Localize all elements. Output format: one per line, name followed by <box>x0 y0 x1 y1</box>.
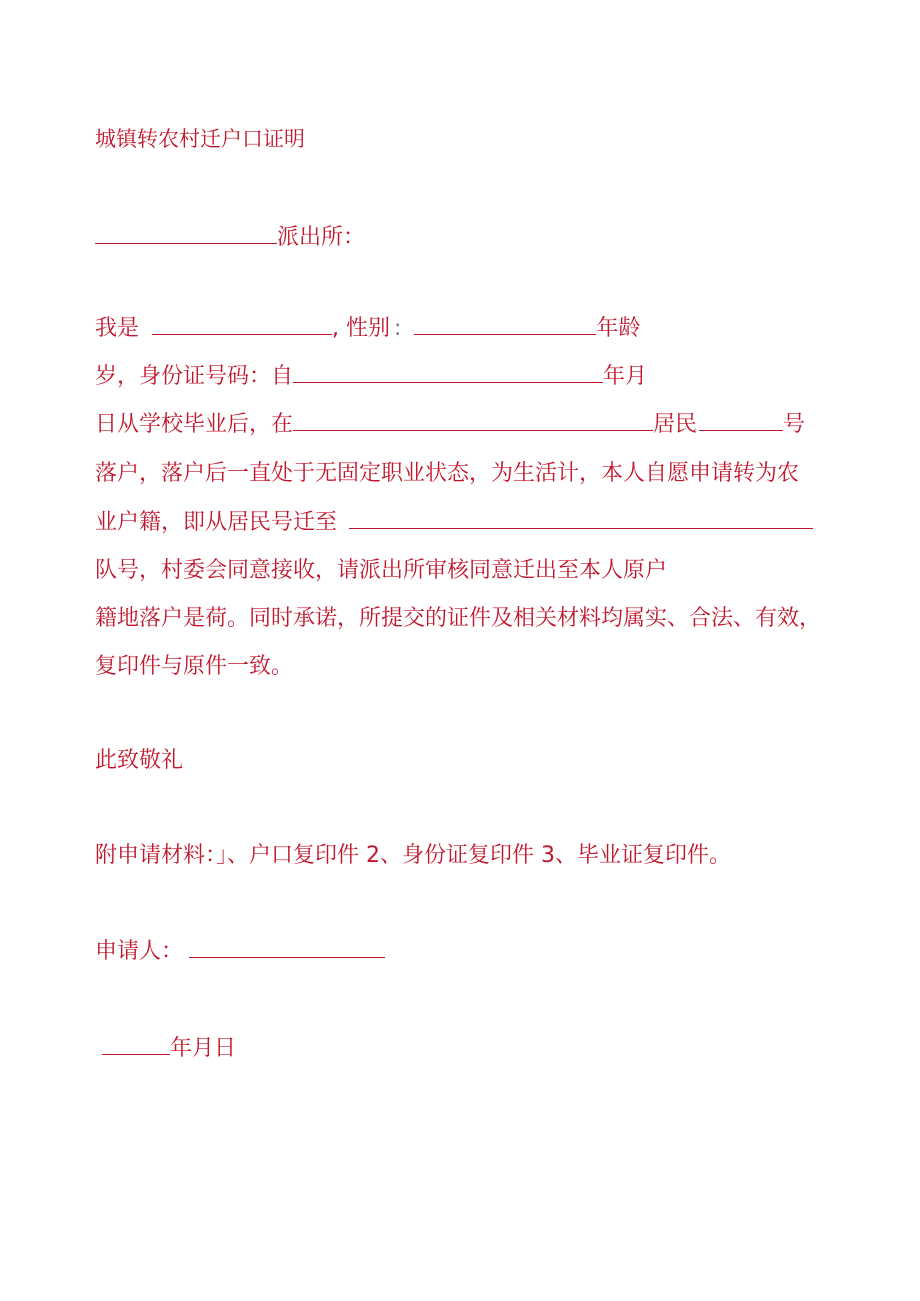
addressee-line <box>95 222 365 254</box>
body-line-2 <box>95 361 647 393</box>
body-line-6: 队号，村委会同意接收，请派出所审核同意迁出至本人原户 <box>95 558 668 583</box>
line1-text-b: , 性别 <box>332 316 391 341</box>
body-line-8: 复印件与原件一致。 <box>95 654 294 679</box>
id-number-blank[interactable] <box>293 362 603 383</box>
line3-text-b: 居民 <box>653 412 698 437</box>
line1-colon: : <box>394 316 402 341</box>
applicant-line <box>95 936 385 968</box>
body-line-7: 籍地落户是荷。同时承诺，所提交的证件及相关材料均属实、合法、有效， <box>95 606 822 631</box>
date-label: 年月日 <box>170 1036 237 1061</box>
document-title: 城镇转农村迁户口证明 <box>95 127 305 151</box>
name-blank[interactable] <box>152 314 332 335</box>
line5-text-a: 业户籍，即从居民号迁至 <box>95 510 338 535</box>
line1-text-a: 我是 <box>95 316 140 341</box>
residence-blank[interactable] <box>293 410 653 431</box>
line3-text-c: 号 <box>783 412 806 437</box>
body-line-3 <box>95 409 805 441</box>
line3-text-a: 日从学校毕业后，在 <box>95 412 294 437</box>
date-line <box>102 1033 236 1065</box>
year-blank[interactable] <box>102 1034 170 1055</box>
house-number-blank[interactable] <box>699 410 783 431</box>
destination-blank[interactable] <box>349 508 813 529</box>
line1-text-c: 年龄 <box>596 316 641 341</box>
addressee-suffix: 派出所： <box>277 225 366 250</box>
closing-salutation: 此致敬礼 <box>95 748 184 773</box>
gender-blank[interactable] <box>414 314 596 335</box>
body-line-5 <box>95 507 813 539</box>
attachments-line: 附申请材料：」、户口复印件 2、身份证复印件 3、毕业证复印件。 <box>95 843 731 868</box>
body-line-1 <box>95 313 640 345</box>
police-station-blank[interactable] <box>95 223 277 244</box>
line2-text-b: 年月 <box>603 364 648 389</box>
body-line-4: 落户，落户后一直处于无固定职业状态，为生活计，本人自愿申请转为农 <box>95 461 800 486</box>
applicant-signature-blank[interactable] <box>189 937 385 958</box>
applicant-label: 申请人： <box>95 939 184 964</box>
line2-text-a: 岁，身份证号码：自 <box>95 364 294 389</box>
